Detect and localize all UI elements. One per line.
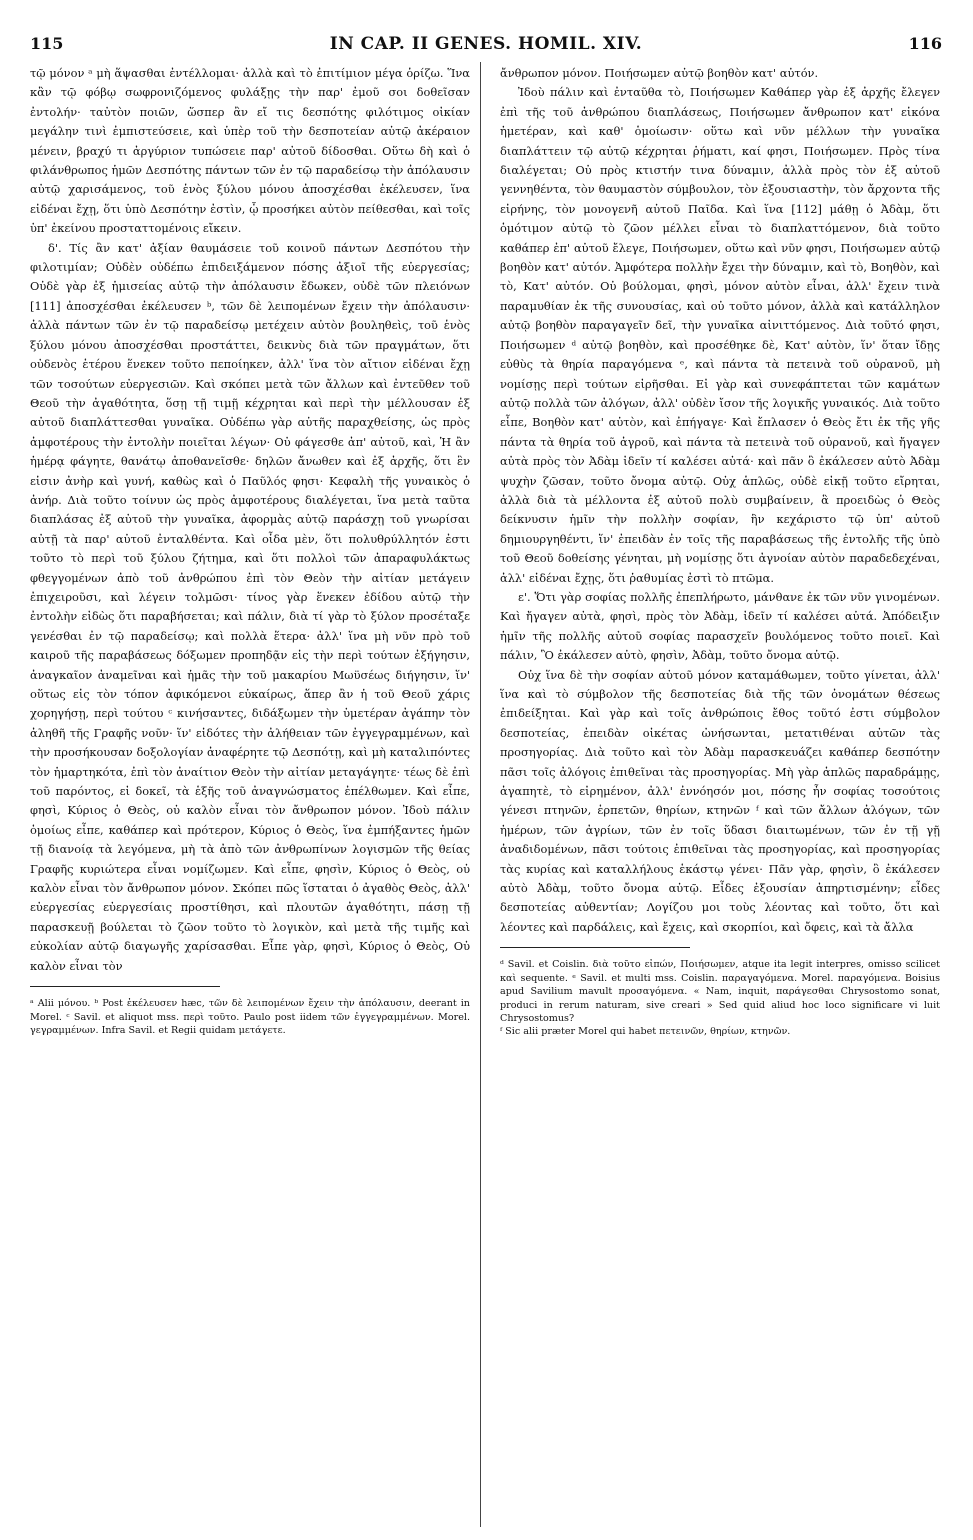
running-header [30, 34, 942, 58]
column-divider [480, 62, 481, 1527]
running-title: IN CAP. II GENES. HOMIL. XIV. [329, 34, 643, 54]
right-paragraph-3: ε'. Ὅτι γὰρ σοφίας πολλῆς ἐπεπλήρωτο, μάνθανε ἐκ τῶν νῦν γινομένων. Καὶ ἤγαγεν αὐτὰ, φησὶ, πρὸς τὸν Ἀδὰμ, ἰδεῖν τί καλέσει αὐτά. Ἀπόδειξιν ἡμῖν τῆς πολλῆς αὐτοῦ σοφίας παρασχεῖν βουλόμενος τοῦτο ποιεῖ. Καὶ πάλιν, Ὃ ἐκάλεσεν αὐτὸ, φησὶν, Ἀδὰμ, τοῦτο ὄνομα αὐτῷ. [500, 589, 940, 663]
right-paragraph-4: Οὐχ ἵνα δὲ τὴν σοφίαν αὐτοῦ μόνον καταμάθωμεν, τοῦτο γίνεται, ἀλλ' ἵνα καὶ τὸ σύμβολον τῆς δεσποτείας διὰ τῆς τῶν ὀνομάτων θέσεως ἐπιδείξηται. Καὶ γὰρ καὶ τοῖς ἀνθρώποις ἔθος τοῦτό ἐστι σύμβολον δεσποτείας, ἐπειδὰν οἰκέτας ὠνήσωνται, μετατιθέναι αὐτῶν τὰς προσηγορίας. Διὰ τοῦτο καὶ τὸν Ἀδὰμ παρασκευάζει καθάπερ δεσπότην πᾶσι τοῖς ἀλόγοις ἐπιθεῖναι τὰς προσηγορίας. Μὴ γὰρ ἁπλῶς παραδράμῃς, ἀγαπητὲ, τὸ εἰρημένον, ἀλλ' ἐννόησόν μοι, πόσης ἦν σοφίας τοσούτοις γένεσι πτηνῶν, ἑρπετῶν, θηρίων, κτηνῶν ᶠ καὶ τῶν ἄλλων ἀλόγων, τῶν ἡμέρων, τῶν ἀγρίων, τῶν ἐν τοῖς ὕδασι διαιτωμένων, τῶν ἐν τῇ γῇ ἀναδιδομένων, πᾶσι τούτοις ἐπιθεῖναι τὰς προσηγορίας, καὶ προσηγορίας τὰς κυρίας καὶ καταλλήλους ἑκάστῳ γένει· Πᾶν γὰρ, φησὶν, ὃ ἐκάλεσεν αὐτὸ Ἀδὰμ, τοῦτο ὄνομα αὐτῷ. Εἶδες ἐξουσίαν ἀπηρτισμένην; εἶδες δεσποτείας αὐθεντίαν; Λογίζου μοι τοὺς λέοντας καὶ τοῦτο, ὅτι καὶ λέοντες καὶ παρδάλεις, καὶ ἔχεις, καὶ σκορπίοι, καὶ ὄφεις, καὶ τὰ ἄλλα [500, 667, 940, 934]
footnote-rule [30, 986, 220, 987]
right-footnotes [500, 958, 940, 1038]
right-footnote-1: ᵈ Savil. et Coislin. διὰ τοῦτο εἰπών, Ποιήσωμεν, atque ita legit interpres, omisso scilicet καὶ sequente. ᵉ Savil. et multi mss. Coislin. παραγαγόμενα. Morel. παραγόμενα. Boisius apud Savilium mavult προσαγόμενα. « Nam, inquit, παράγεσθαι Chrysostomo sonat, produci in rerum naturam, sive creari » Sed quid aliud hoc loco significare vi luit Chrysostomus? [500, 959, 940, 1024]
left-column [30, 64, 470, 1532]
left-footnote-1: ᵃ Alii μόνου. ᵇ Post ἐκέλευσεν hæc, τῶν δὲ λειπομένων ἔχειν τὴν ἀπόλαυσιν, deerant in Morel. ᶜ Savil. et aliquot mss. περὶ τοῦτο. Paulo post iidem τῶν ἐγγεγραμμένων. Morel. γεγραμμένων. Infra Savil. et Regii quidam μετάγετε. [30, 998, 470, 1036]
right-footnote-2: ᶠ Sic alii præter Morel qui habet πετεινῶν, θηρίων, κτηνῶν. [500, 1026, 791, 1038]
left-footnotes [30, 997, 470, 1037]
right-paragraph-1: ἄνθρωπον μόνον. Ποιήσωμεν αὐτῷ βοηθὸν κατ' αὐτόν. [500, 66, 819, 80]
footnote-rule [500, 947, 690, 948]
left-paragraph-1: τῷ μόνον ᵃ μὴ ἅψασθαι ἐντέλλομαι· ἀλλὰ καὶ τὸ ἐπιτίμιον μέγα ὁρίζω. Ἵνα κἂν τῷ φόβῳ σωφρονιζόμενος φυλάξῃς τὴν παρ' ἐμοῦ σοι δοθεῖσαν ἐντολήν· ταὐτὸν ποιῶν, ὥσπερ ἂν εἴ τις δεσπότης φιλότιμος οἰκίαν μεγάλην τινὶ ἐμπιστεύσειε, καὶ ὑπὲρ τοῦ τὴν δεσποτείαν αὐτῷ ἀκέραιον μένειν, βραχύ τι ἀργύριον τυπώσειε παρ' αὐτοῦ δίδοσθαι. Οὕτω δὴ καὶ ὁ φιλάνθρωπος ἡμῶν Δεσπότης πάντων τῶν ἐν τῷ παραδείσῳ τὴν ἀπόλαυσιν αὐτῷ χαρισάμενος, τοῦ ἑνὸς ξύλου μόνου ἀποσχέσθαι ἐκέλευσεν, ἵνα εἰδέναι ἔχῃ, ὅτι ὑπὸ Δεσπότην ἐστὶν, ᾧ προσήκει αὐτὸν πείθεσθαι, καὶ τοῖς ὑπ' ἐκείνου προσταττομένοις εἴκειν. [30, 66, 470, 236]
right-page-number: 116 [908, 34, 942, 53]
left-page-number: 115 [30, 34, 64, 53]
left-paragraph-2: δ'. Τίς ἂν κατ' ἀξίαν θαυμάσειε τοῦ κοινοῦ πάντων Δεσπότου τὴν φιλοτιμίαν; Οὐδὲν οὐδέπω ἐπιδειξάμενον πόσης ἀξιοῖ τῆς εὐεργεσίας; Οὐδὲ γὰρ ἐξ ἡμισείας αὐτῷ τὴν ἀπόλαυσιν ἔδωκεν, οὐδὲ τῶν πλειόνων [111] ἀποσχέσθαι ἐκέλευσεν ᵇ, τῶν δὲ λειπομένων ἔχειν τὴν ἀπόλαυσιν· ἀλλὰ πάντων τῶν ἐν τῷ παραδείσῳ μετέχειν αὐτὸν βουληθεὶς, τοῦ ἑνὸς ξύλου μόνου ἀποσχέσθαι προστάττει, δεικνὺς διὰ τῶν πραγμάτων, ὅτι οὐδενὸς ἑτέρου ἕνεκεν τοῦτο πεποίηκεν, ἀλλ' ἵνα τὸν αἴτιον εἰδέναι ἔχῃ τῶν τοσούτων εὐεργεσιῶν. Καὶ σκόπει μετὰ τῶν ἄλλων καὶ ἐντεῦθεν τοῦ Θεοῦ τὴν ἀγαθότητα, ὅσῃ τῇ τιμῇ κέχρηται καὶ περὶ τὴν μέλλουσαν ἐξ αὐτοῦ διαπλάττεσθαι γυναῖκα. Οὐδέπω γὰρ αὐτῆς παραχθείσης, ὡς πρὸς ἀμφοτέρους τὴν ἐντολὴν ποιεῖται λέγων· Οὐ φάγεσθε ἀπ' αὐτοῦ, καὶ, Ἡ ἂν ἡμέρᾳ φάγητε, θανάτῳ ἀποθανεῖσθε· δηλῶν ἄνωθεν καὶ ἐξ ἀρχῆς, ὅτι ἓν εἰσιν ἀνὴρ καὶ γυνή, καθὼς καὶ ὁ Παῦλός φησι· Κεφαλὴ τῆς γυναικὸς ὁ ἀνήρ. Διὰ τοῦτο τοίνυν ὡς πρὸς ἀμφοτέρους διαλέγεται, ἵνα μετὰ ταῦτα διαπλάσας ἐξ αὐτοῦ τὴν γυναῖκα, ἀφορμὰς αὐτῷ παράσχῃ τοῦ γνωρίσαι αὐτῇ τὰ παρ' αὐτοῦ ἐνταλθέντα. Καὶ οἶδα μὲν, ὅτι πολυθρύλλητόν ἐστι τοῦτο τὸ περὶ τοῦ ξύλου ζήτημα, καὶ ὅτι πολλοὶ τῶν ἀπαραφυλάκτως φθεγγομένων ἀπὸ τοῦ ἀνθρώπου ἐπὶ τὸν Θεὸν τὴν αἰτίαν μετάγειν ἐπιχειροῦσι, καὶ λέγειν τολμῶσι· τίνος γὰρ ἕνεκεν ἐδίδου αὐτῷ τὴν ἐντολὴν εἰδὼς ὅτι παραβήσεται; καὶ πάλιν, διὰ τί γὰρ τὸ ξύλον προσέταξε γενέσθαι ἐν τῷ παραδείσῳ; καὶ πολλὰ ἕτερα· ἀλλ' ἵνα μὴ νῦν πρὸ τοῦ καιροῦ τῆς παραβάσεως δόξωμεν προπηδᾷν εἰς τὴν περὶ τούτων ἐξήγησιν, ἀναγκαῖον ἀναμεῖναι καὶ ἡμᾶς τὴν τοῦ μακαρίου Μωϋσέως διήγησιν, ἵν' οὕτως εἰς τὸν τόπον ἀφικόμενοι εὐκαίρως, ἅπερ ἂν ἡ τοῦ Θεοῦ χάρις χορηγήσῃ, περὶ τούτου ᶜ κινήσαντες, διδάξωμεν τὴν ὑμετέραν ἀγάπην τὸν ἀληθῆ τῆς Γραφῆς νοῦν· ἵν' εἰδότες τὴν ἀλήθειαν τῶν ἐγγεγραμμένων, καὶ τὴν προσήκουσαν δοξολογίαν ἀναφέρητε τῷ Δεσπότῃ, καὶ μὴ καταλιπόντες τὸν ἡμαρτηκότα, ἐπὶ τὸν ἀναίτιον Θεὸν τὴν αἰτίαν μεταγάγητε· τέως δὲ ἐπὶ τοῦ παρόντος, εἰ δοκεῖ, τὰ ἑξῆς τοῦ ἀναγνώσματος ἐπέλθωμεν. Καὶ εἶπε, φησὶ, Κύριος ὁ Θεὸς, οὐ καλὸν εἶναι τὸν ἄνθρωπον μόνον. Ἰδοὺ πάλιν ὁμοίως εἶπε, καθάπερ καὶ πρότερον, Κύριος ὁ Θεὸς, ἵνα ἐμπήξαντες ἡμῶν τῇ διανοίᾳ τὰ λεγόμενα, μὴ τὰ ἀπὸ τῶν ἀνθρωπίνων λογισμῶν τῆς θείας Γραφῆς κυριώτερα εἶναι νομίζωμεν. Καὶ εἶπε, φησὶν, Κύριος ὁ Θεὸς, οὐ καλὸν εἶναι τὸν ἄνθρωπον μόνον. Σκόπει πῶς ἵσταται ὁ ἀγαθὸς Θεὸς, ἀλλ' εὐεργεσίας εὐεργεσίαις προστίθησι, καὶ πλουτῶν ἀγαθότητι, πάσῃ τῇ παρασκευῇ βούλεται τὸ ζῶον τοῦτο τὸ λογικὸν, καὶ μετὰ τῆς τιμῆς καὶ εὐκολίαν αὐτῷ διαγωγῆς χαρίσασθαι. Εἶπε γὰρ, φησὶ, Κύριος ὁ Θεὸς, Οὐ καλὸν εἶναι τὸν [30, 240, 470, 973]
right-paragraph-2: Ἰδοὺ πάλιν καὶ ἐνταῦθα τὸ, Ποιήσωμεν Καθάπερ γὰρ ἐξ ἀρχῆς ἔλεγεν ἐπὶ τῆς τοῦ ἀνθρώπου διαπλάσεως, Ποιήσωμεν ἄνθρωπον κατ' εἰκόνα ἡμετέραν, καὶ καθ' ὁμοίωσιν· οὕτω καὶ νῦν μέλλων τὴν γυναῖκα διαπλάττειν τῷ αὐτῷ κέχρηται ῥήματι, καί φησι, Ποιήσωμεν. Πρὸς τίνα διαλέγεται; Οὐ πρὸς κτιστήν τινα δύναμιν, ἀλλὰ πρὸς τὸν ἐξ αὐτοῦ γεννηθέντα, τὸν θαυμαστὸν σύμβουλον, τὸν ἐξουσιαστὴν, τὸν ἄρχοντα τῆς εἰρήνης, τὸν μονογενῆ αὐτοῦ Παῖδα. Καὶ ἵνα [112] μάθῃ ὁ Ἀδὰμ, ὅτι ὁμότιμον αὐτῷ τὸ ζῶον μέλλει εἶναι τὸ διαπλαττόμενον, διὰ τοῦτο καθάπερ ἐπ' αὐτοῦ ἔλεγε, Ποιήσωμεν, οὕτω καὶ νῦν φησι, Ποιήσωμεν αὐτῷ βοηθὸν κατ' αὐτόν. Ἀμφότερα πολλὴν ἔχει τὴν δύναμιν, καὶ τὸ, Βοηθὸν, καὶ τὸ, Κατ' αὐτόν. Οὐ βούλομαι, φησὶ, μόνον αὐτὸν εἶναι, ἀλλ' ἔχειν τινὰ παραμυθίαν ἐκ τῆς συνουσίας, καὶ οὐ τοῦτο μόνον, ἀλλὰ καὶ κατάλληλον αὐτῷ βοηθὸν παραγαγεῖν δεῖ, τὴν γυναῖκα αἰνιττόμενος. Διὰ τοῦτό φησι, Ποιήσωμεν ᵈ αὐτῷ βοηθὸν, καὶ προσέθηκε δὲ, Κατ' αὐτὸν, ἵν' ὅταν ἴδῃς εὐθὺς τὰ θηρία παραγόμενα ᵉ, καὶ πάντα τὰ πετεινὰ τοῦ οὐρανοῦ, μὴ νομίσῃς περὶ τούτων εἰρῆσθαι. Εἰ γὰρ καὶ συνεφάπτεται τῶν καμάτων αὐτῷ πολλὰ τῶν ἀλόγων, ἀλλ' οὐδὲν ἴσον τῆς λογικῆς γυναικός. Διὰ τοῦτο εἶπε, Βοηθὸν κατ' αὐτὸν, καὶ ἐπήγαγε· Καὶ ἔπλασεν ὁ Θεὸς ἔτι ἐκ τῆς γῆς πάντα τὰ θηρία τοῦ ἀγροῦ, καὶ πάντα τὰ πετεινὰ τοῦ οὐρανοῦ, καὶ ἤγαγεν αὐτὰ πρὸς τὸν Ἀδὰμ ἰδεῖν τί καλέσει αὐτά· καὶ πᾶν ὃ ἐκάλεσεν αὐτὸ Ἀδὰμ ψυχὴν ζῶσαν, τοῦτο ὄνομα αὐτῷ. Οὐχ ἁπλῶς, οὐδὲ εἰκῇ τοῦτο εἴρηται, ἀλλὰ διὰ τὰ μέλλοντα ἐξ αὐτοῦ πολὺ συμβαίνειν, ἃ προειδὼς ὁ Θεὸς δείκνυσιν ἡμῖν τὴν πολλὴν σοφίαν, ἣν κεχάριστο τῷ ὑπ' αὐτοῦ δημιουργηθέντι, ἵν' ἐπειδὰν ἐν τοῖς τῆς παραβάσεως τῆς ἐντολῆς τῆς ὑπὸ τοῦ Θεοῦ δοθείσης γένηται, μὴ νομίσῃς ὅτι ἀγνοίαν αὐτὸν παραδεδεχέναι, ἀλλ' εἰδέναι ἔχῃς, ὅτι ῥαθυμίας ἐστὶ τὸ πτῶμα. [500, 85, 940, 585]
right-column [500, 64, 940, 1532]
